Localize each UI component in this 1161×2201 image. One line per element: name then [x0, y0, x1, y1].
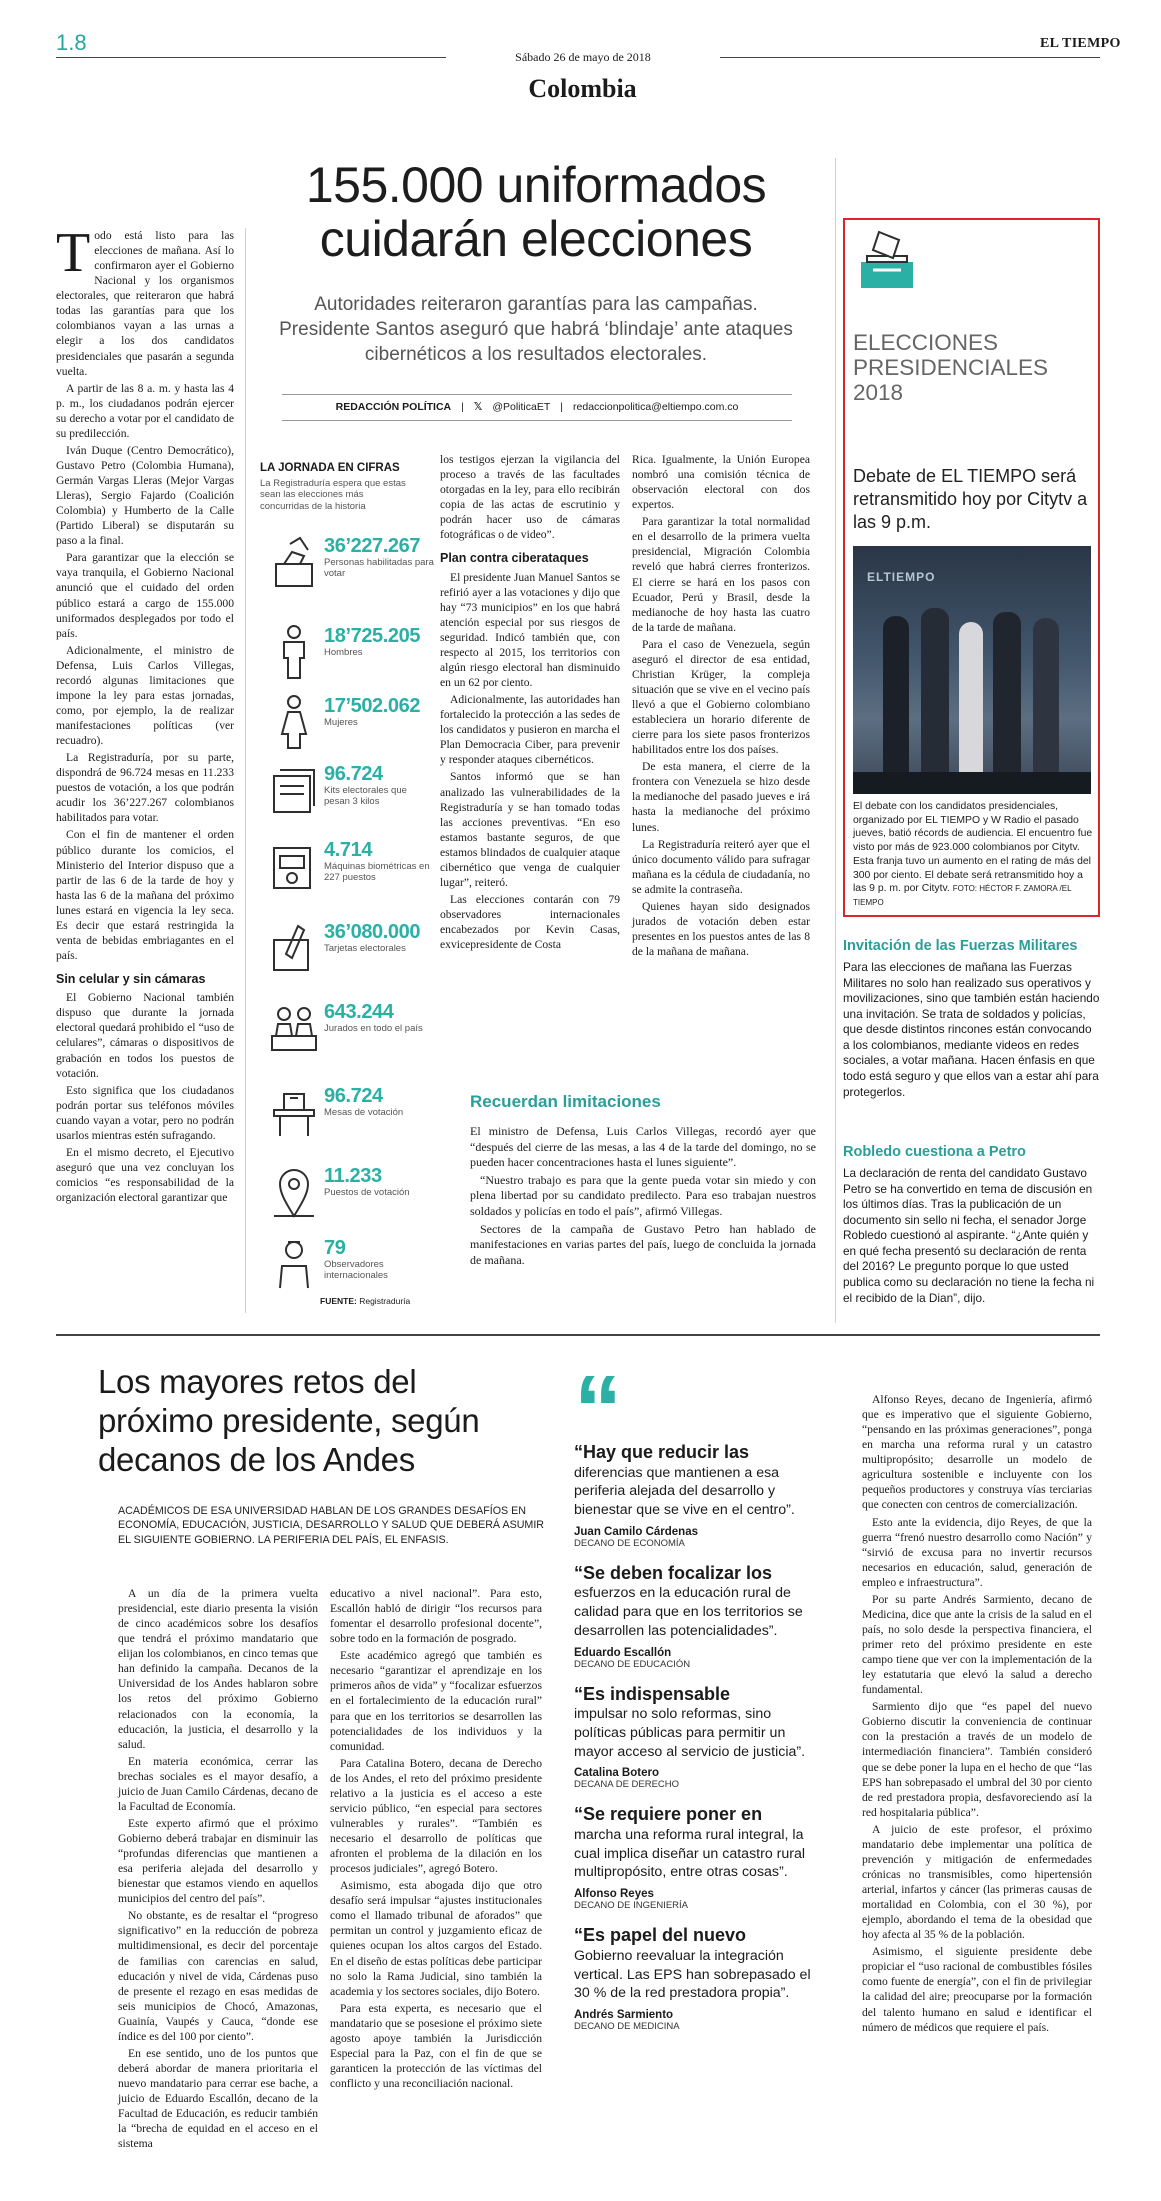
person-figure [993, 612, 1021, 794]
person-figure [1033, 618, 1059, 794]
stat-value: 17’502.062 [324, 695, 421, 717]
byline-sep: | [560, 401, 564, 413]
paragraph: Las elecciones contarán con 79 observadores internacionales encabezados por Kevin Casas, exvicepresidente de Costa [440, 892, 620, 952]
sidebar-item-robledo [843, 1144, 1100, 1306]
lead-paragraph: odo está listo para las elecciones de mañana. Así lo confirmaron ayer el Gobierno Nacional y los organismos electorales, que reiteraron que habrá todas las garantías para que los colombianos vayan a las urnas a elegir a los dos candidatos presidenciales que pasarán a segunda vuelta. [56, 229, 234, 378]
quote-text: esfuerzos en la educación rural de calidad para que en los territorios se desarrollen las potencialidades”. [574, 1585, 803, 1639]
quote-text: marcha una reforma rural integral, la cual implica diseñar un catastro rural multipropósito, entre otras cosas”. [574, 1826, 806, 1881]
source-name: Registraduría [359, 1296, 411, 1306]
email-link[interactable]: redaccionpolitica@eltiempo.com.co [573, 401, 739, 413]
byline-rule-bottom [282, 420, 792, 421]
caption-text: El debate con los candidatos presidenciales, organizado por EL TIEMPO y W Radio el pasado jueves, batió récords de audiencia. El encuentro fue visto por más de 923.000 colombianos por Citytv. Esta franja tuvo un aumento en el rating de más del 300 por ciento. El debate será retransmitido hoy a las 9 p. m. por Citytv. [853, 801, 1093, 895]
paragraph: Adicionalmente, las autoridades han fortalecido la protección a las sedes de los candidatos y pusieron en marcha el Plan Democracia Ciber, para prevenir y responder ataques cibernéticos. [440, 693, 620, 767]
paragraph: A juicio de este profesor, el próximo mandatario debe implementar una política de prevención y mitigación de enfermedades crónicas no transmisibles, como hipertensión arterial, infartos y cáncer (las primeras causas de mortalidad en Colombia, con el 30 %), por ejemplo, abordando el tema de la obesidad que hoy afecta al 35 % de la población. [862, 1822, 1092, 1942]
limitations-box [470, 1092, 816, 1270]
sidebar-item-title: Robledo cuestiona a Petro [843, 1144, 1026, 1160]
stat-label: Tarjetas electorales [324, 943, 406, 954]
stat-value: 96.724 [324, 763, 383, 785]
quote-role: DECANO DE MEDICINA [574, 2020, 680, 2032]
biometric-machine-icon [270, 838, 318, 894]
quote-lead: “Hay que reducir las [574, 1442, 750, 1462]
promo-headline[interactable]: Debate de EL TIEMPO será retransmitido hoy por Citytv a las 9 p.m. [853, 466, 1088, 532]
quote-lead: “Se deben focalizar los [574, 1562, 773, 1583]
sidebar-item-text: Para las elecciones de mañana las Fuerzas Militares no solo han realizado sus operativos y movilizaciones, sino que también están haciendo una invitación. Se trata de soldados y policías, que desde distintos rincones están convocando a los colombianos, mediante videos en redes sociales, a votar mañana. Hacen énfasis en que todo está seguro y que ellos van a estar ahí para protegerlos. [843, 960, 1100, 1099]
debate-photo [853, 546, 1091, 794]
stat-item [258, 996, 588, 1076]
stat-value: 79 [324, 1237, 346, 1259]
stat-label: Observadores internacionales [324, 1259, 388, 1281]
ballot-box-hand-icon [270, 534, 318, 590]
observer-icon [270, 1236, 318, 1292]
header-rule-left [56, 57, 446, 58]
paragraph: Esto ante la evidencia, dijo Reyes, de que la guerra “frenó nuestro desarrollo como Nación” y “sirvió de excusa para no invertir recursos necesarios en educación, salud, generación de empleo e infraestructura”. [862, 1515, 1092, 1589]
stat-value: 643.244 [324, 1001, 394, 1023]
paragraph: Sectores de la campaña de Gustavo Petro han hablado de manifestaciones en varias partes del país, luego de concluida la jornada de mañana. [470, 1221, 816, 1267]
paragraph: Sarmiento dijo que “es papel del nuevo Gobierno discutir la conveniencia de continuar con la prestación a través de un modelo de intermediación financiera”. También consideró que se debe poner la lupa en el hecho de que “las EPS han sobrepasado el umbral del 30 por ciento de red prestadora propia, desfavoreciendo así la red hospitalaria pública”. [862, 1700, 1092, 1819]
paragraph: Esto significa que los ciudadanos podrán portar sus teléfonos móviles cuando vayan a votar, pero no podrán usarlos mientras estén sufragando. [56, 1083, 234, 1142]
stat-label: Personas habilitadas para votar [324, 557, 434, 579]
paragraph: En ese sentido, uno de los puntos que deberá abordar de manera prioritaria el nuevo mandatario para cerrar ese bache, a juicio de Eduardo Escallón, decano de la Facultad de Educación, es reducir también la “brecha de equidad en el acceso en el sistema [118, 2046, 318, 2151]
stat-label: Mujeres [324, 717, 358, 728]
cifras-source [320, 1296, 410, 1306]
paragraph: De esta manera, el cierre de la frontera con Venezuela se hizo desde la medianoche del pasado jueves e irá hasta la medianoche del próximo lunes. [632, 760, 810, 834]
paragraph: Quienes hayan sido designados jurados de votación deben estar presentes en los puestos antes de las 8 de la mañana de mañana. [632, 899, 810, 958]
paragraph: No obstante, es de resaltar el “progreso significativo” en la reducción de pobreza multidimensional, es decir del porcentaje de familias con carencias en salud, educación y nivel de vida, Cárdenas puso de presente el rezago en esas medidas de seis municipios de Chocó, Amazonas, Guainía, Vaupés y Cauca, “donde ese índice es del 100 por ciento”. [118, 1909, 318, 2043]
stat-value: 36’080.000 [324, 921, 421, 943]
pull-quote [574, 1684, 826, 1791]
voting-card-icon [270, 920, 318, 976]
elections-promo-box [843, 218, 1100, 917]
quote-author: Eduardo Escallón [574, 1646, 672, 1659]
stat-label: Mesas de votación [324, 1107, 404, 1118]
stage-floor [853, 772, 1091, 794]
woman-icon [270, 694, 318, 750]
second-headline: Los mayores retos del próximo presidente, según decanos de los Andes [98, 1363, 480, 1478]
page-number: 1.8 [56, 30, 87, 55]
paragraph: Para Catalina Botero, decana de Derecho de los Andes, el reto del próximo presidente relativo a la justicia es el acceso a este servicio público, “en especial para sectores vulnerables y rurales”. “También es necesario el desarrollo de políticas que afronten el problema de la dilación en los procesos judiciales”, agregó Botero. [330, 1756, 542, 1876]
paragraph: Santos informó que se han analizado las vulnerabilidades de la Registraduría y se han tomado todas las acciones preventivas. “En eso estamos bastante seguros, de que estamos blindados de cualquier ataque cibernético que venga de cualquier lugar”, reiteró. [440, 770, 620, 889]
ballot-table-icon [270, 1084, 318, 1140]
stat-value: 96.724 [324, 1085, 383, 1107]
paragraph: Adicionalmente, el ministro de Defensa, Luis Carlos Villegas, recordó algunas limitaciones que impone la ley para estas jornadas, como, por ejemplo, la de realizar manifestaciones políticas (ver recuadro). [56, 643, 234, 748]
section-divider [56, 1334, 1100, 1336]
stat-label: Máquinas biométricas en 227 puestos [324, 861, 430, 883]
quote-role: DECANO DE ECONOMÍA [574, 1537, 685, 1549]
quote-text: Gobierno reevaluar la integración vertical. Las EPS han sobrepasado el 30 % de la red prestadora propia”. [574, 1947, 811, 2002]
jurors-icon [270, 1000, 318, 1056]
header-rule-right [720, 57, 1100, 58]
man-icon [270, 624, 318, 680]
paragraph: los testigos ejerzan la vigilancia del proceso a través de las facultades otorgadas en la ley, para ello recibirán copia de las actas de escrutinio y podrán hacer uso de cámaras fotográficas o de video”. [440, 453, 620, 542]
stat-value: 18’725.205 [324, 625, 421, 647]
twitter-handle[interactable]: @PoliticaET [492, 401, 551, 413]
paragraph: Con el fin de mantener el orden público durante los comicios, el Ministerio del Interior dispuso que a partir de las 6 de la tarde de hoy y hasta las 6 de la mañana del próximo lunes estará en vigencia la ley seca. Es decir que estará restringida la venta de bebidas embriagantes en el país. [56, 828, 234, 962]
quote-text: diferencias que mantienen a esa periferia alejada del desarrollo y bienestar que se vive en el centro”. [574, 1464, 795, 1519]
second-col-4 [862, 1392, 1092, 2037]
photo-caption [853, 800, 1095, 910]
stat-label: Jurados en todo el país [324, 1023, 423, 1034]
quote-text: impulsar no solo reformas, sino políticas públicas para permitir un mayor acceso al servicio de justicia”. [574, 1706, 806, 1760]
quote-lead: “Es indispensable [574, 1683, 731, 1704]
sidebar-divider [835, 158, 836, 1323]
stat-label: Kits electorales que pesan 3 kilos [324, 785, 407, 807]
quote-author: Alfonso Reyes [574, 1888, 654, 1901]
paragraph: Este académico agregó que también es necesario “garantizar el aprendizaje en los primeros años de vida” y “focalizar esfuerzos en el fortalecimiento de la educación rural” para que en los territorios se desarrollen las potencialidades de los individuos y la comunidad. [330, 1649, 542, 1753]
kit-icon [270, 762, 318, 818]
paragraph: Rica. Igualmente, la Unión Europea nombró una comisión técnica de observación electoral con dos expertos. [632, 453, 810, 512]
paragraph: Para garantizar la total normalidad en el desarrollo de la primera vuelta presidencial, Migración Colombia reveló que habrá cierres fronterizos. El cierre se hará en los pasos con Ecuador, Perú y Brasil, desde la medianoche de hoy hasta las cuatro de la tarde de mañana. [632, 515, 810, 634]
paragraph: “Nuestro trabajo es para que la gente pueda votar sin miedo y con plena libertad por su candidato predilecto. Para eso trabajan nuestros soldados y policías en todo el país”, afirmó Villegas. [470, 1172, 816, 1218]
stat-label: Puestos de votación [324, 1187, 410, 1198]
paragraph: Para esta experta, es necesario que el mandatario que se posesione el próximo siete agosto apoye también la Jurisdicción Especial para la Paz, con el fin de que se garanticen la protección de las víctimas del conflicto y una reconciliación nacional. [330, 2001, 542, 2090]
quote-lead: “Se requiere poner en [574, 1804, 763, 1825]
paragraph: El Gobierno Nacional también dispuso que durante la jornada electoral quedará prohibido el “uso de celulares”, cámaras o dispositivos de grabación en todos los puestos de votación. [56, 991, 234, 1080]
quote-role: DECANO DE INGENIERÍA [574, 1900, 689, 1912]
stat-label: Hombres [324, 647, 363, 658]
promo-label: ELECCIONES PRESIDENCIALES 2018 [853, 330, 1049, 405]
paragraph: Para el caso de Venezuela, según aseguró el director de esa entidad, Christian Krüger, la compleja situación que se vive en el vecino país llevó a que el Gobierno colombiano estableciera un horario diferente de cierre para los siete pasos fronterizos habilitados entre los dos países. [632, 637, 810, 757]
paragraph: A un día de la primera vuelta presidencial, este diario presenta la visión de cinco académicos sobre los desafíos que tendrá el próximo mandatario que elijan los colombianos, en cinco temas que han definido la campaña. Decanos de la Universidad de los Andes hablaron sobre los retos del próximo Gobierno relacionados con la economía, la educación, la justicia, el desarrollo y la salud. [118, 1587, 318, 1751]
sidebar-item-title: Invitación de las Fuerzas Militares [843, 938, 1078, 954]
quote-author: Andrés Sarmiento [574, 2008, 674, 2021]
article-col-1 [56, 222, 234, 1207]
subheading: Plan contra ciberataques [440, 551, 589, 566]
quotes-column [574, 1442, 826, 2032]
paragraph: El ministro de Defensa, Luis Carlos Villegas, recordó ayer que “después del cierre de las mesas, a las 4 de la tarde del domingo, no se pueden hacer concentraciones hasta el lunes siguiente”. [470, 1124, 816, 1170]
subheading: Sin celular y sin cámaras [56, 972, 206, 986]
stat-value: 11.233 [324, 1165, 382, 1187]
paragraph: Iván Duque (Centro Democrático), Gustavo Petro (Colombia Humana), Germán Vargas Lleras (Mejor Vargas Lleras), Sergio Fajardo (Coalición Colombia) y Humberto de la Calle (Partido Liberal) se disputarán su paso a la final. [56, 443, 234, 548]
paragraph: Para garantizar que la elección se vaya tranquila, el Gobierno Nacional anunció que el cuidado del orden público estará a cargo de 155.000 uniformados desplegados por todo el país. [56, 551, 234, 640]
col-divider [245, 228, 246, 1313]
source-label: FUENTE: [320, 1296, 357, 1306]
quote-author: Juan Camilo Cárdenas [574, 1525, 698, 1538]
paragraph: Este experto afirmó que el próximo Gobierno deberá trabajar en disminuir las “profundas diferencias que mantienen a esa periferia alejada del desarrollo y bienestar que estamos viendo en aquellos municipios del centro del país”. [118, 1816, 318, 1906]
section-title: Colombia [528, 74, 637, 103]
byline-bar [282, 401, 792, 413]
paragraph: En materia económica, cerrar las brechas sociales es el mayor desafío, a juicio de Juan Camilo Cárdenas, decano de la Facultad de Economía. [118, 1754, 318, 1813]
person-figure [959, 622, 983, 794]
stat-value: 4.714 [324, 839, 373, 861]
main-deck: Autoridades reiteraron garantías para las campañas. Presidente Santos aseguró que habrá ‘blindaje’ ante ataques cibernéticos a los resultados electorales. [279, 294, 793, 365]
quote-role: DECANA DE DERECHO [574, 1779, 680, 1791]
quote-lead: “Es papel del nuevo [574, 1925, 747, 1946]
paragraph: La Registraduría reiteró ayer que el único documento válido para sufragar mañana es la cédula de ciudadanía, no se admite la contraseña. [632, 837, 810, 896]
quote-mark-icon: “ [574, 1356, 622, 1463]
ballot-box-icon [855, 228, 919, 292]
drop-cap: T [56, 222, 91, 284]
box-title: Recuerdan limitaciones [470, 1092, 661, 1111]
paragraph: El presidente Juan Manuel Santos se refirió ayer a las votaciones y dijo que hay “73 municipios” en los que habrá atención especial por sus riesgos de seguridad. Indicó también que, con respecto al 2015, los territorios con algún riesgo electoral han disminuido en un 62 por ciento. [440, 570, 620, 690]
page-date: Sábado 26 de mayo de 2018 [515, 50, 651, 64]
paragraph: La Registraduría, por su parte, dispondrá de 96.724 mesas en 11.233 puestos de votación, a los que podrán acudir los 36’227.267 colombianos habilitados para votar. [56, 751, 234, 825]
photo-credit: FOTO: HÉCTOR F. ZAMORA /EL TIEMPO [853, 884, 1072, 908]
person-figure [883, 616, 909, 794]
paragraph: Asimismo, esta abogada dijo que otro desafío será impulsar “ajustes institucionales como el llamado tribunal de aforados” que permitan un control y juzgamiento eficaz de quienes ocupan los altos cargos del Estado. En el diseño de estas políticas debe participar no solo la Rama Judicial, sino también la academia y los sectores sociales, dijo Botero. [330, 1879, 542, 1998]
person-figure [921, 608, 949, 794]
second-col-1 [118, 1586, 318, 2153]
sidebar-item-text: La declaración de renta del candidato Gustavo Petro se ha convertido en tema de discusión en los últimos días. Tras la publicación de un documento sin sello ni fecha, el senador Jorge Robledo cuestionó al aspirante. “¿Ante quién y en qué fecha presentó su declaración de renta del 2016? Le pregunto porque lo que usted publica como su declaración no tiene la fecha ni el recibido de la Dian”, dijo. [843, 1166, 1095, 1305]
twitter-icon: 𝕏 [473, 401, 483, 413]
second-deck: ACADÉMICOS DE ESA UNIVERSIDAD HABLAN DE LOS GRANDES DESAFÍOS EN ECONOMÍA, EDUCACIÓN, JUSTICIA, DESARROLLO Y SALUD QUE DEBERÁ ASUMIR EL SIGUIENTE GOBIERNO. LA PERIFERIA DEL PAÍS, EL ENFASIS. [118, 1505, 545, 1546]
paragraph: Por su parte Andrés Sarmiento, decano de Medicina, dice que ante la crisis de la salud en el país, no solo desde la perspectiva financiera, el primer reto del próximo presidente en este campo tiene que ver con la implementación de la ley estatutaria que elevó la salud a derecho fundamental. [862, 1592, 1092, 1697]
main-headline: 155.000 uniformados cuidarán elecciones [305, 157, 767, 267]
byline-rule-top [282, 394, 792, 395]
byline-sep: | [461, 401, 464, 413]
pull-quote [574, 1442, 826, 1549]
quote-role: DECANO DE EDUCACIÓN [574, 1658, 691, 1670]
quote-author: Catalina Botero [574, 1767, 659, 1780]
paragraph: A partir de las 8 a. m. y hasta las 4 p. m., los ciudadanos podrán ejercer su derecho a votar por el candidato de su predilección. [56, 381, 234, 440]
brand-logo: EL TIEMPO [1040, 36, 1121, 51]
second-col-2 [330, 1586, 542, 2093]
byline: REDACCIÓN POLÍTICA [335, 401, 452, 413]
paragraph: Alfonso Reyes, decano de Ingeniería, afirmó que es imperativo que el siguiente Gobierno, “pensando en las próximas generaciones”, ponga en marcha una reforma rural y un catastro multipropósito; desarrolle un modelo de agricultura sostenible e incluyente con los pequeños productores y construya vías terciarias que conecten con centros de comercialización. [862, 1393, 1092, 1512]
stage-text: ELTIEMPO [867, 570, 936, 584]
paragraph: En el mismo decreto, el Ejecutivo aseguró que una vez concluyan los comicios “es responsabilidad de la organización electoral garantizar que [56, 1145, 234, 1205]
cifras-subtitle: La Registraduría espera que estas sean las elecciones más concurridas de la historia [260, 478, 406, 512]
article-col-3 [440, 452, 620, 954]
cifras-title: LA JORNADA EN CIFRAS [260, 462, 400, 474]
sidebar-item-fuerzas [843, 938, 1100, 1100]
location-pin-icon [270, 1164, 318, 1220]
pull-quote [574, 1925, 826, 2032]
pull-quote [574, 1804, 826, 1911]
pull-quote [574, 1563, 826, 1670]
stat-value: 36’227.267 [324, 535, 421, 557]
paragraph: educativo a nivel nacional”. Para esto, Escallón habló de dirigir “los recursos para fomentar el desarrollo profesional docente”, sobre todo en la formación de posgrado. [330, 1587, 542, 1646]
article-col-4 [632, 452, 810, 961]
paragraph: Asimismo, el siguiente presidente debe propiciar el “uso racional de combustibles fósiles como fuente de energía”, con el fin de privilegiar la calidad del aire; preocuparse por la formación del talento humano en salud e identificar el número de médicos que requiere el país. [862, 1945, 1092, 2034]
